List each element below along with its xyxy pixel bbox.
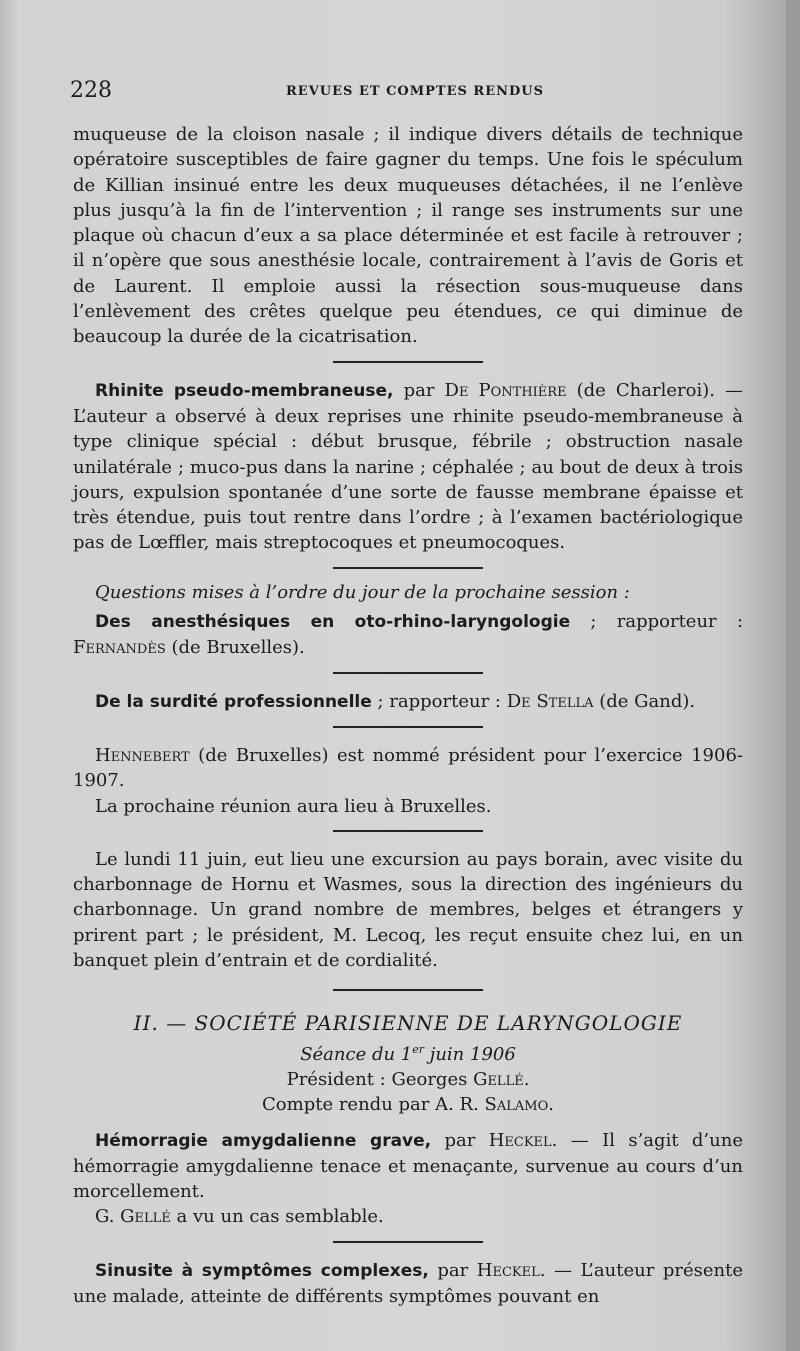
questions-intro: Questions mises à l’ordre du jour de la prochaine session : (95, 581, 630, 603)
page-number: 228 (70, 78, 112, 103)
article-title: Rhinite pseudo-membraneuse, (95, 380, 394, 401)
separator-rule (333, 361, 483, 363)
separator-rule (333, 1241, 483, 1243)
separator-rule (333, 672, 483, 674)
section-title: II. — SOCIÉTÉ PARISIENNE DE LARYNGOLOGIE (133, 1011, 683, 1036)
separator-rule (333, 567, 483, 569)
article-sinusite: Sinusite à symptômes complexes, par Heckel. — L’auteur présente une malade, atteinte de différents symptômes pouvant en (73, 1259, 743, 1307)
question-item: Des anesthésiques en oto-rhino-laryngologie ; rapporteur : Fernandès (de Bruxelles). (73, 611, 744, 659)
article-hemorragie: Hémorragie amygdalienne grave, par Heckel. — Il s’agit d’une hémorragie amygdalienne tenace et menaçante, survenue au cours d’un morcellement. (73, 1129, 743, 1203)
separator-rule (333, 989, 483, 991)
paragraph-continuation: muqueuse de la cloison nasale ; il indique divers détails de technique opératoire susceptibles de faire gagner du temps. Une fois le spéculum de Killian insinué entre les deux muqueuses détachées, il ne l’enlève plus jusqu’à la fin de l’intervention ; il range ses instruments sur une plaque où chacun d’eux a sa place déterminée et est facile à retrouver ; il n’opère que sous anesthésie locale, contrairement à l’avis de Goris et de Laurent. Il emploie aussi la résection sous-muqueuse dans l’enlèvement des crêtes quelque peu étendues, ce qui diminue de beaucoup la durée de la cicatrisation. (73, 124, 743, 348)
page-header (70, 78, 760, 108)
session-report: Compte rendu par A. R. Salamo. (262, 1094, 554, 1116)
next-meeting: La prochaine réunion aura lieu à Bruxelles. (95, 795, 492, 817)
article-author: De Ponthière (444, 379, 567, 401)
question-item: De la surdité professionnelle ; rapporteur : De Stella (de Gand). (95, 690, 696, 712)
article-rhinite: Rhinite pseudo-membraneuse, par De Ponthière (de Charleroi). — L’auteur a observé à deux reprises une rhinite pseudo-membraneuse à type clinique spécial : début brusque, fébrile ; obstruction nasale unilatérale ; muco-pus dans la narine ; céphalée ; au bout de deux à trois jours, expulsion spontanée d’une sorte de fausse membrane épaisse et très étendue, puis tout rentre dans l’ordre ; à l’examen bactériologique pas de Lœffler, mais streptocoques et pneumocoques. (73, 379, 744, 554)
gelle-remark: G. Gellé a vu un cas semblable. (95, 1206, 384, 1228)
running-title: REVUES ET COMPTES RENDUS (286, 84, 544, 99)
excursion-paragraph: Le lundi 11 juin, eut lieu une excursion au pays borain, avec visite du charbonnage de Hornu et Wasmes, sous la direction des ingénieurs du charbonnage. Un grand nombre de membres, belges et étrangers y prirent part ; le président, M. Lecoq, les reçut ensuite chez lui, en un banquet plein d’entrain et de cordialité. (73, 848, 743, 972)
page-content (73, 122, 743, 1309)
election-paragraph: Hennebert (de Bruxelles) est nommé président pour l’exercice 1906-1907. (73, 744, 743, 792)
session-president: Président : Georges Gellé. (286, 1068, 530, 1090)
article-body: L’auteur a observé à deux reprises une rhinite pseudo-membraneuse à type clinique spécial : début brusque, fébrile ; obstruction nasale unilatérale ; muco-pus dans la narine ; céphalée ; au bout de deux à trois jours, expulsion spontanée d’une sorte de fausse membrane épaisse et très étendue, puis tout rentre dans l’ordre ; à l’examen bactériologique pas de Lœffler, mais streptocoques et pneumocoques. (73, 405, 743, 554)
separator-rule (333, 830, 483, 832)
session-date: Séance du 1er juin 1906 (300, 1042, 516, 1065)
separator-rule (333, 726, 483, 728)
